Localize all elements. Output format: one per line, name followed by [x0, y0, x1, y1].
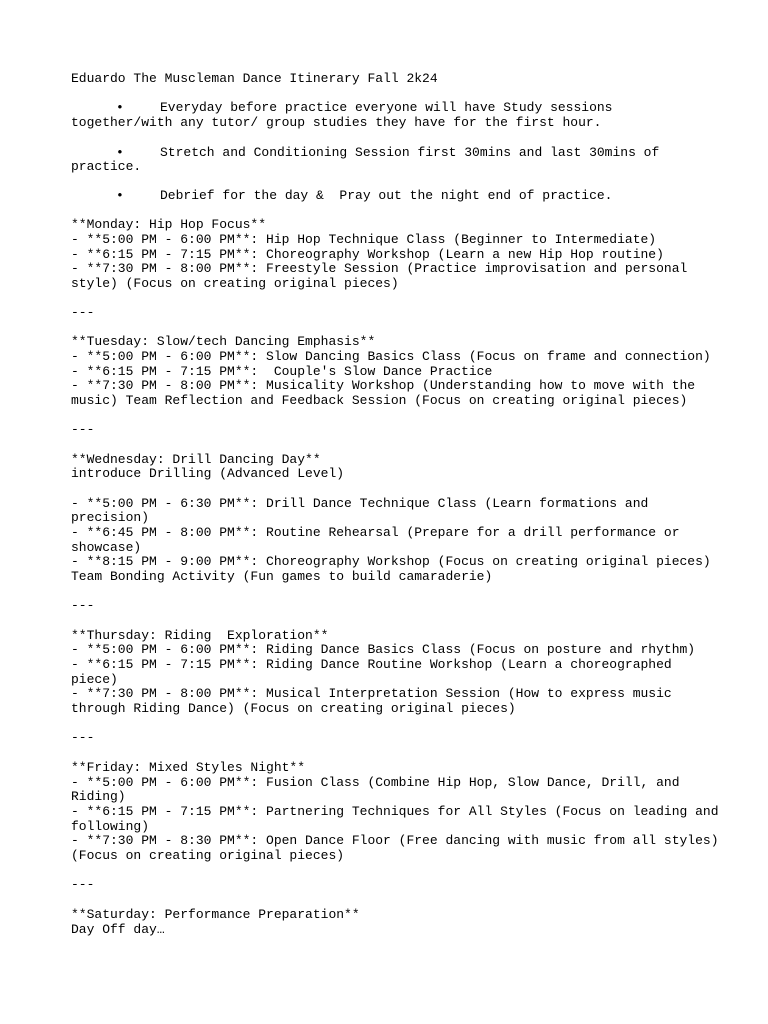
- bullet-icon: •: [116, 145, 124, 160]
- section-separator: ---: [71, 305, 95, 320]
- schedule-line: - **6:15 PM - 7:15 PM**: Couple's Slow Dance Practice: [71, 364, 493, 379]
- schedule-line: - **5:00 PM - 6:00 PM**: Fusion Class (Combine Hip Hop, Slow Dance, Drill, and: [71, 775, 680, 790]
- schedule-line: showcase): [71, 540, 142, 555]
- schedule-line: music) Team Reflection and Feedback Session (Focus on creating original pieces): [71, 393, 688, 408]
- schedule-line: - **6:45 PM - 8:00 PM**: Routine Rehearsal (Prepare for a drill performance or: [71, 525, 680, 540]
- schedule-line: - **8:15 PM - 9:00 PM**: Choreography Workshop (Focus on creating original pieces): [71, 554, 711, 569]
- section-separator: ---: [71, 422, 95, 437]
- schedule-line: - **6:15 PM - 7:15 PM**: Riding Dance Routine Workshop (Learn a choreographed: [71, 657, 672, 672]
- schedule-line: - **6:15 PM - 7:15 PM**: Choreography Workshop (Learn a new Hip Hop routine): [71, 247, 664, 262]
- section-separator: ---: [71, 598, 95, 613]
- schedule-line: through Riding Dance) (Focus on creating original pieces): [71, 701, 516, 716]
- bullet-text-continuation: practice.: [71, 159, 142, 174]
- schedule-line: - **5:00 PM - 6:30 PM**: Drill Dance Technique Class (Learn formations and: [71, 496, 649, 511]
- day-heading-monday: **Monday: Hip Hop Focus**: [71, 217, 267, 232]
- schedule-line: - **6:15 PM - 7:15 PM**: Partnering Techniques for All Styles (Focus on leading and: [71, 804, 719, 819]
- schedule-line: (Focus on creating original pieces): [71, 848, 345, 863]
- schedule-line: - **7:30 PM - 8:00 PM**: Musical Interpretation Session (How to express music: [71, 686, 672, 701]
- schedule-line: precision): [71, 510, 150, 525]
- bullet-icon: •: [116, 188, 124, 203]
- document-title: Eduardo The Muscleman Dance Itinerary Fall 2k24: [71, 71, 438, 86]
- bullet-text: Stretch and Conditioning Session first 30mins and last 30mins of: [160, 145, 660, 160]
- schedule-line: piece): [71, 672, 118, 687]
- schedule-line: style) (Focus on creating original pieces): [71, 276, 399, 291]
- schedule-line: - **7:30 PM - 8:30 PM**: Open Dance Floor (Free dancing with music from all styles): [71, 833, 719, 848]
- day-heading-saturday: **Saturday: Performance Preparation**: [71, 907, 360, 922]
- bullet-icon: •: [116, 100, 124, 115]
- section-separator: ---: [71, 877, 95, 892]
- day-heading-thursday: **Thursday: Riding Exploration**: [71, 628, 329, 643]
- schedule-line: - **5:00 PM - 6:00 PM**: Slow Dancing Basics Class (Focus on frame and connection): [71, 349, 711, 364]
- bullet-text: Debrief for the day & Pray out the night end of practice.: [160, 188, 613, 203]
- day-intro: introduce Drilling (Advanced Level): [71, 466, 345, 481]
- bullet-text: Everyday before practice everyone will have Study sessions: [160, 100, 613, 115]
- schedule-line: following): [71, 819, 150, 834]
- day-heading-tuesday: **Tuesday: Slow/tech Dancing Emphasis**: [71, 334, 376, 349]
- schedule-line: - **5:00 PM - 6:00 PM**: Hip Hop Technique Class (Beginner to Intermediate): [71, 232, 657, 247]
- day-note: Day Off day…: [71, 922, 165, 937]
- day-heading-friday: **Friday: Mixed Styles Night**: [71, 760, 306, 775]
- section-separator: ---: [71, 730, 95, 745]
- schedule-line: - **7:30 PM - 8:00 PM**: Freestyle Session (Practice improvisation and personal: [71, 261, 688, 276]
- schedule-line: - **5:00 PM - 6:00 PM**: Riding Dance Basics Class (Focus on posture and rhythm): [71, 642, 696, 657]
- schedule-line: Riding): [71, 789, 126, 804]
- day-heading-wednesday: **Wednesday: Drill Dancing Day**: [71, 452, 321, 467]
- bullet-text-continuation: together/with any tutor/ group studies they have for the first hour.: [71, 115, 602, 130]
- schedule-line: - **7:30 PM - 8:00 PM**: Musicality Workshop (Understanding how to move with the: [71, 378, 696, 393]
- schedule-line: Team Bonding Activity (Fun games to build camaraderie): [71, 569, 493, 584]
